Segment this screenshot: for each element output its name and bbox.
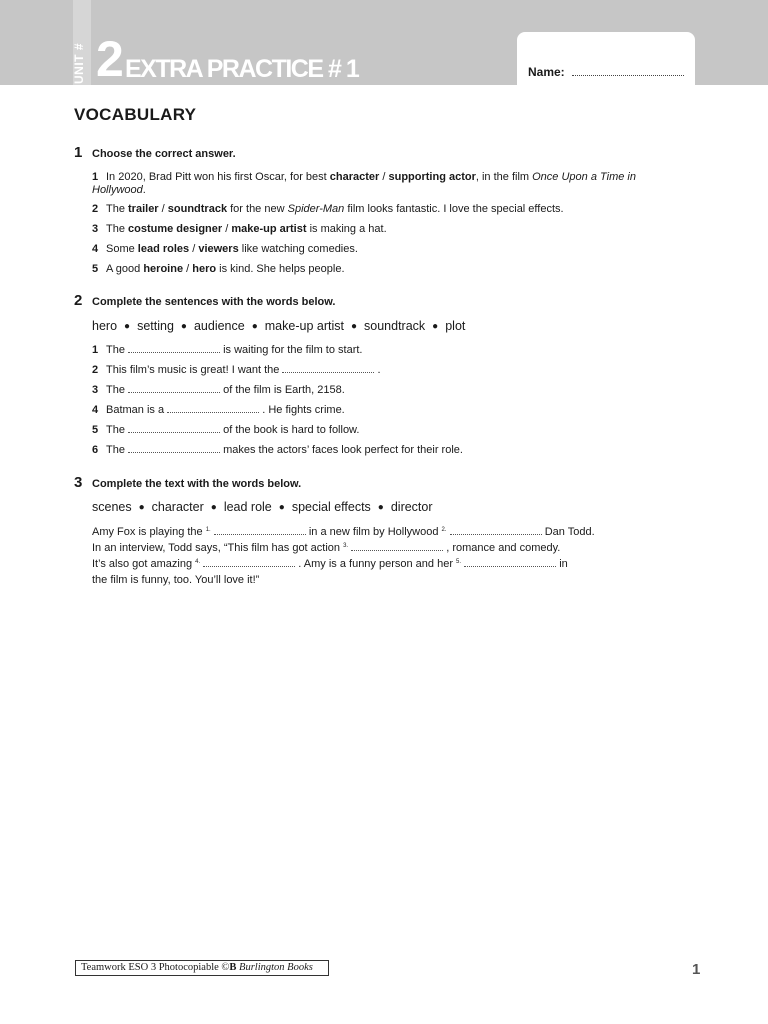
option-a[interactable]: heroine <box>143 263 184 275</box>
page-number: 1 <box>692 961 701 978</box>
text-line: the film is funny, too. You’ll love it!” <box>92 574 260 586</box>
ex1-item: 3 The costume designer / make-up artist is making a hat. <box>92 223 387 235</box>
gap-number: 3. <box>343 543 349 549</box>
film-title: Once Upon a Time in Hollywood <box>92 171 636 196</box>
item-number: 4 <box>92 243 99 255</box>
word-bank-item: setting <box>137 319 174 333</box>
item-text: like watching comedies. <box>238 243 358 255</box>
bullet-icon: ● <box>377 502 384 513</box>
item-number: 1 <box>92 344 99 356</box>
option-a[interactable]: character <box>329 171 380 183</box>
item-text: makes the actors’ faces look perfect for their role. <box>223 444 463 456</box>
name-field[interactable] <box>572 75 684 76</box>
publisher-logo: B <box>229 962 237 973</box>
ex2-item <box>92 384 672 397</box>
text-segment: in <box>559 558 568 570</box>
ex2-item <box>92 444 672 457</box>
gap-number: 1. <box>205 527 211 533</box>
ex1-item: 5 A good heroine / hero is kind. She helps people. <box>92 263 345 275</box>
text-line <box>92 558 568 570</box>
name-label: Name: <box>528 65 565 79</box>
text-segment: . Amy is a funny person and her <box>298 558 453 570</box>
bullet-icon: ● <box>124 321 131 332</box>
item-text: The <box>106 384 125 396</box>
text-segment: in a new film by Hollywood <box>308 526 439 538</box>
exercise-2-instruction: Complete the sentences with the words below. <box>92 296 336 308</box>
word-bank-item: director <box>390 500 433 514</box>
text-line <box>92 526 595 538</box>
header-band <box>0 0 768 85</box>
item-number: 3 <box>92 223 99 235</box>
ex2-item <box>92 424 672 437</box>
page-title: EXTRA PRACTICE # 1 <box>125 55 359 83</box>
item-text: . <box>142 184 146 196</box>
gap-number: 2. <box>441 527 447 533</box>
item-number: 6 <box>92 444 99 456</box>
ex2-item <box>92 404 672 417</box>
bullet-icon: ● <box>432 321 439 332</box>
item-number: 5 <box>92 424 99 436</box>
word-bank-item: special effects <box>291 500 371 514</box>
item-number: 2 <box>92 203 99 215</box>
section-title: VOCABULARY <box>74 105 197 124</box>
film-title: Spider-Man <box>287 203 345 215</box>
name-box <box>517 32 695 85</box>
text-segment: It’s also got amazing <box>92 558 193 570</box>
item-number: 2 <box>92 364 99 376</box>
option-b[interactable]: supporting actor <box>388 171 476 183</box>
text-line <box>92 542 560 554</box>
item-text: , in the film <box>475 171 533 183</box>
word-bank-item: scenes <box>92 500 132 514</box>
gap-number: 4. <box>195 559 201 565</box>
item-text: is waiting for the film to start. <box>223 344 363 356</box>
option-b[interactable]: make-up artist <box>231 223 307 235</box>
item-text: In 2020, Brad Pitt won his first Oscar, for best <box>106 171 330 183</box>
exercise-3-number: 3 <box>74 474 83 491</box>
item-text: The <box>106 424 125 436</box>
item-text: is making a hat. <box>306 223 387 235</box>
option-a[interactable]: trailer <box>128 203 159 215</box>
word-bank-item: soundtrack <box>364 319 426 333</box>
exercise-1-number: 1 <box>74 144 83 161</box>
word-bank <box>92 500 433 514</box>
ex1-item: 4 Some lead roles / viewers like watching comedies. <box>92 243 358 255</box>
item-text: Some <box>106 243 138 255</box>
word-bank-item: audience <box>193 319 245 333</box>
bullet-icon: ● <box>180 321 187 332</box>
option-b[interactable]: hero <box>192 263 217 275</box>
option-b[interactable]: soundtrack <box>167 203 228 215</box>
bullet-icon: ● <box>251 321 258 332</box>
text-segment: In an interview, Todd says, “This film has got action <box>92 542 341 554</box>
answer-blank[interactable] <box>128 444 220 453</box>
word-bank <box>92 319 465 333</box>
ex2-item <box>92 344 672 357</box>
unit-number: 2 <box>96 31 122 87</box>
item-text: . <box>377 364 381 376</box>
word-bank-item: hero <box>92 319 118 333</box>
bullet-icon: ● <box>350 321 358 332</box>
exercise-1-instruction: Choose the correct answer. <box>92 148 236 160</box>
answer-blank[interactable] <box>167 404 259 413</box>
gap-number: 5. <box>456 559 462 565</box>
item-text: Batman is a <box>106 404 165 416</box>
text-segment: Dan Todd. <box>544 526 595 538</box>
copyright-box <box>75 960 329 976</box>
item-text: The <box>106 344 125 356</box>
bullet-icon: ● <box>138 502 145 513</box>
item-number: 4 <box>92 404 99 416</box>
answer-blank[interactable] <box>282 364 374 373</box>
answer-blank[interactable] <box>128 384 220 393</box>
text-segment: Amy Fox is playing the <box>92 526 203 538</box>
item-text: of the book is hard to follow. <box>223 424 360 436</box>
answer-blank[interactable] <box>128 424 220 433</box>
item-number: 1 <box>92 171 99 183</box>
option-a[interactable]: costume designer <box>128 223 223 235</box>
item-number: 5 <box>92 263 99 275</box>
option-a[interactable]: lead roles <box>137 243 190 255</box>
item-text: A good <box>106 263 144 275</box>
exercise-2-number: 2 <box>74 292 83 309</box>
item-text: The <box>106 444 125 456</box>
item-text: The <box>106 203 129 215</box>
item-text: for the new <box>227 203 288 215</box>
answer-blank[interactable] <box>450 526 542 535</box>
word-bank-item: character <box>151 500 204 514</box>
copyright-text: Teamwork ESO 3 Photocopiable © <box>81 962 230 973</box>
item-text: of the film is Earth, 2158. <box>223 384 345 396</box>
answer-blank[interactable] <box>214 526 306 535</box>
item-text: film looks fantastic. I love the special effects. <box>344 203 564 215</box>
ex1-item: 1 In 2020, Brad Pitt won his first Oscar, for best character / supporting actor, in the film Once Upon a Time in Hollywood. <box>92 171 636 196</box>
ex1-item: 2 The trailer / soundtrack for the new Spider-Man film looks fantastic. I love the special effects. <box>92 203 564 215</box>
answer-blank[interactable] <box>128 344 220 353</box>
item-text: This film’s music is great! I want the <box>106 364 280 376</box>
item-text: is kind. She helps people. <box>216 263 345 275</box>
bullet-icon: ● <box>210 502 217 513</box>
option-b[interactable]: viewers <box>198 243 239 255</box>
bullet-icon: ● <box>278 502 285 513</box>
answer-blank[interactable] <box>203 558 295 567</box>
item-text: The <box>106 223 129 235</box>
ex2-item <box>92 364 672 377</box>
word-bank-item: make-up artist <box>264 319 344 333</box>
word-bank-item: lead role <box>223 500 272 514</box>
answer-blank[interactable] <box>351 542 443 551</box>
exercise-3-instruction: Complete the text with the words below. <box>92 478 302 490</box>
item-number: 3 <box>92 384 99 396</box>
unit-label: UNIT # <box>72 42 86 84</box>
publisher-name: Burlington Books <box>239 962 313 973</box>
text-segment: , romance and comedy. <box>446 542 561 554</box>
item-text: . He fights crime. <box>262 404 345 416</box>
word-bank-item: plot <box>445 319 466 333</box>
answer-blank[interactable] <box>464 558 556 567</box>
